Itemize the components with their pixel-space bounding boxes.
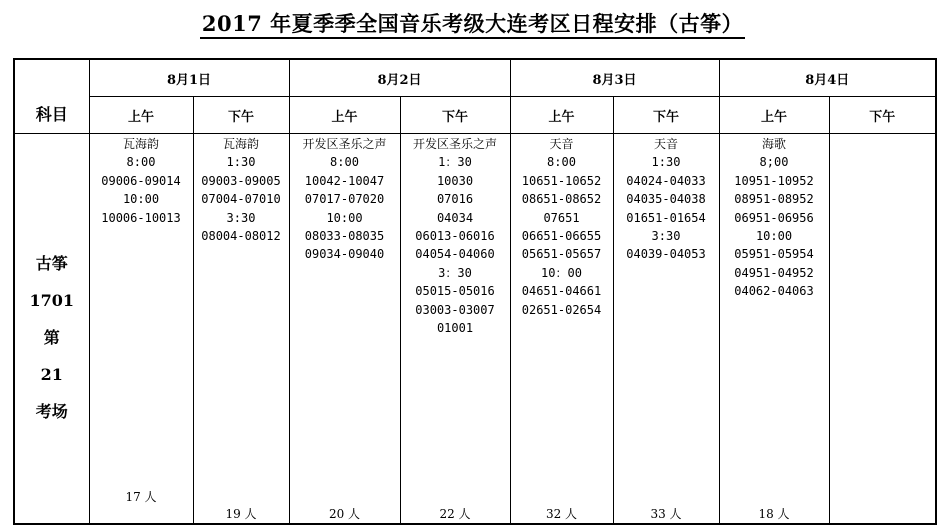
pm-header-0: 下午 [193, 97, 289, 134]
session-line: 04034 [436, 210, 474, 225]
session-cell-0 [89, 134, 193, 525]
session-line: 09006-09014 [101, 173, 181, 188]
session-line: 06013-06016 [415, 229, 495, 244]
session-line: 10:00 [755, 229, 793, 244]
am-header-2: 上午 [510, 97, 613, 134]
session-line: 05015-05016 [415, 284, 495, 299]
pm-header-1: 下午 [400, 97, 510, 134]
session-entries [290, 134, 400, 264]
subject-header-cell [14, 59, 89, 134]
session-count: 22 人 [439, 507, 471, 521]
session-line: 06651-06655 [521, 229, 602, 244]
session-entries [614, 134, 719, 264]
am-header-3: 上午 [719, 97, 829, 134]
session-line: 04024-04033 [626, 173, 706, 188]
schedule-body-row [14, 134, 936, 525]
session-count: 19 人 [225, 507, 257, 521]
session-count: 20 人 [328, 507, 361, 521]
session-line: 10:00 [326, 210, 363, 225]
session-count: 32 人 [545, 507, 578, 521]
session-line: 07651 [543, 210, 580, 225]
subject-line: 21 [40, 365, 63, 384]
session-line: 瓦海韵 [122, 137, 159, 151]
session-cell-3 [400, 134, 510, 525]
pm-header-3: 下午 [829, 97, 936, 134]
session-line: 07004-07010 [201, 192, 281, 207]
session-entries [511, 134, 613, 319]
session-line: 1:30 [651, 155, 681, 170]
session-line: 8:00 [330, 155, 359, 170]
session-line: 05951-05954 [734, 247, 814, 262]
session-line: 04062-04063 [734, 284, 814, 299]
subject-stack [15, 134, 89, 430]
half-day-header-row [14, 97, 936, 134]
session-line: 04951-04952 [734, 265, 814, 280]
session-line: 3:30 [226, 210, 256, 225]
session-line: 04651-04661 [521, 284, 602, 299]
session-line: 8:00 [126, 155, 156, 170]
session-line: 3:30 [651, 229, 681, 244]
session-line: 04039-04053 [626, 247, 706, 262]
session-entries [194, 134, 289, 245]
date-header-row [14, 59, 936, 97]
session-entries [720, 134, 829, 301]
subject-line: 古筝 [35, 254, 68, 273]
subject-line: 第 [43, 328, 60, 347]
session-line: 08951-08952 [734, 192, 814, 207]
session-line: 10951-10952 [734, 173, 814, 188]
session-line: 06951-06956 [734, 210, 814, 225]
session-line: 09034-09040 [304, 247, 385, 262]
session-line: 8:00 [547, 155, 576, 170]
session-line: 开发区圣乐之声 [302, 137, 387, 151]
am-header-0: 上午 [89, 97, 193, 134]
session-line: 10042-10047 [304, 173, 385, 188]
session-line: 01651-01654 [626, 210, 706, 225]
session-count: 18 人 [758, 507, 790, 521]
session-cell-7 [829, 134, 936, 525]
session-line: 瓦海韵 [222, 137, 259, 151]
date-header-2: 8月3日 [510, 59, 719, 97]
session-line: 02651-02654 [521, 302, 602, 317]
session-line: 3：30 [438, 265, 472, 280]
session-entries [830, 134, 936, 135]
session-count: 33 人 [650, 507, 682, 521]
session-line: 海歌 [761, 137, 786, 151]
session-line: 8;00 [759, 155, 789, 170]
session-line: 10:00 [122, 192, 160, 207]
session-cell-2 [289, 134, 400, 525]
session-line: 1:30 [226, 155, 256, 170]
session-line: 07016 [436, 192, 474, 207]
session-cell-4 [510, 134, 613, 525]
session-line: 10006-10013 [101, 210, 181, 225]
session-line: 04054-04060 [415, 247, 495, 262]
session-line: 01001 [436, 321, 474, 336]
session-cell-6 [719, 134, 829, 525]
session-line: 10651-10652 [521, 173, 602, 188]
session-line: 天音 [653, 137, 678, 151]
page-title-wrap [0, 8, 945, 38]
date-header-3: 8月4日 [719, 59, 936, 97]
date-header-0: 8月1日 [89, 59, 289, 97]
session-line: 08651-08652 [521, 192, 602, 207]
session-line: 09003-09005 [201, 173, 281, 188]
session-line: 08033-08035 [304, 229, 385, 244]
session-entries [90, 134, 193, 227]
subject-header-label: 科目 [35, 105, 68, 124]
session-line: 08004-08012 [201, 229, 281, 244]
session-line: 03003-03007 [415, 302, 495, 317]
subject-line: 1701 [29, 291, 75, 310]
session-line: 10：00 [541, 265, 582, 280]
session-line: 10030 [436, 173, 474, 188]
am-header-1: 上午 [289, 97, 400, 134]
pm-header-2: 下午 [613, 97, 719, 134]
session-line: 天音 [549, 137, 574, 151]
session-line: 开发区圣乐之声 [412, 137, 497, 151]
schedule-table [13, 58, 937, 525]
session-entries [401, 134, 510, 337]
session-line: 04035-04038 [626, 192, 706, 207]
subject-line: 考场 [35, 402, 68, 421]
subject-cell [14, 134, 89, 525]
session-count: 17 人 [125, 490, 157, 504]
session-line: 05651-05657 [521, 247, 602, 262]
session-cell-5 [613, 134, 719, 525]
page-title: 2017 年夏季季全国音乐考级大连考区日程安排（古筝） [200, 11, 745, 39]
date-header-1: 8月2日 [289, 59, 510, 97]
session-cell-1 [193, 134, 289, 525]
session-line: 1：30 [438, 155, 472, 170]
session-line: 07017-07020 [304, 192, 385, 207]
